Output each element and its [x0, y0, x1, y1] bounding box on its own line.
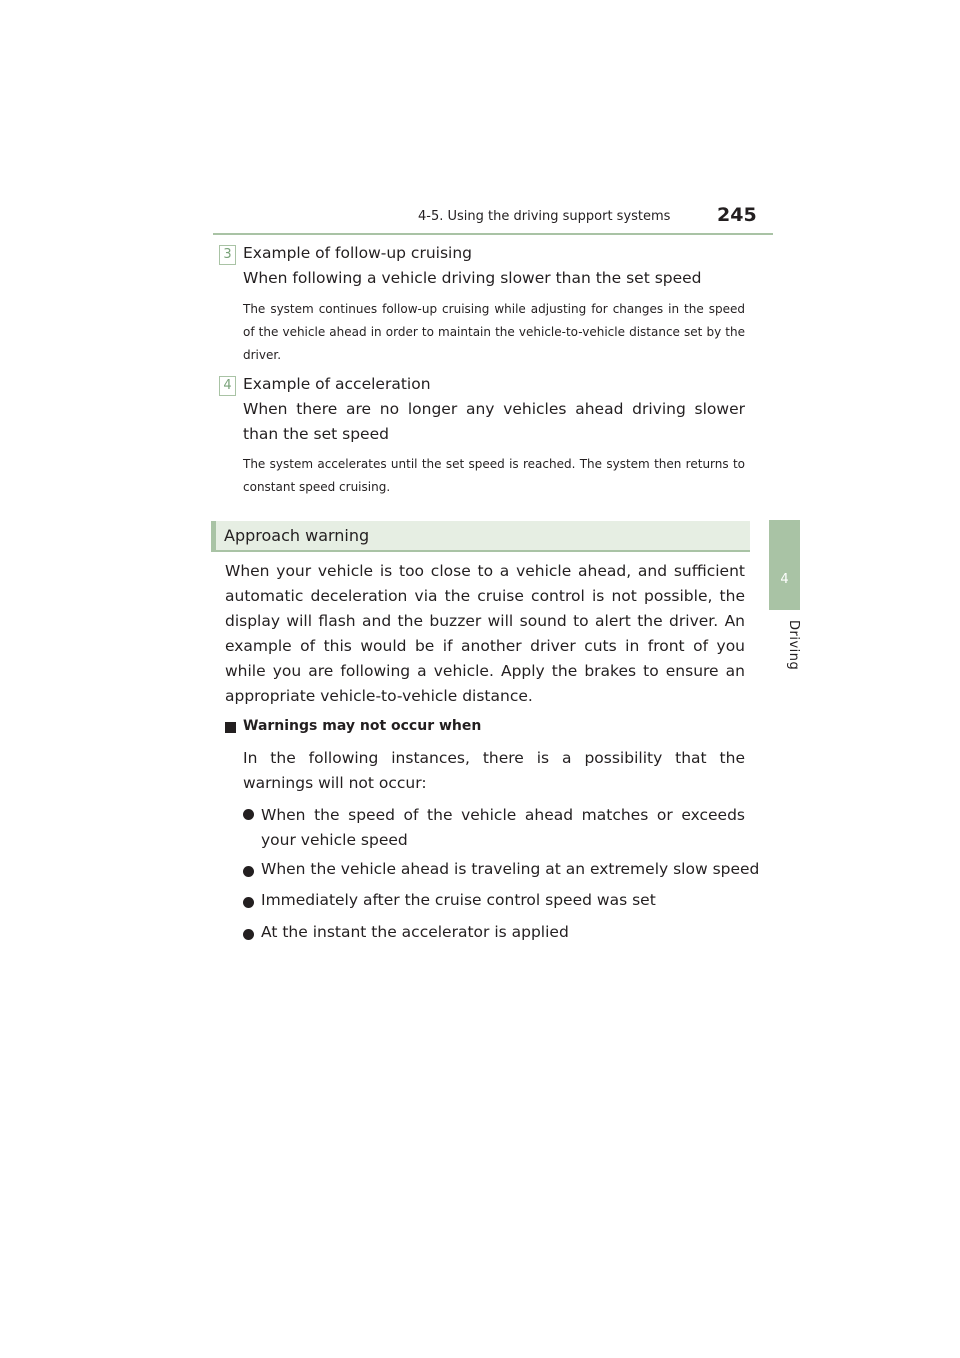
bullet-dot-icon	[243, 809, 254, 820]
chapter-number: 4	[780, 572, 789, 587]
bullet-dot-icon	[243, 866, 254, 877]
section-heading-accent	[211, 521, 216, 552]
page-number: 245	[717, 204, 757, 226]
item-subtitle: When there are no longer any vehicles ahead driving slower than the set speed	[243, 400, 745, 443]
item-number-badge: 4	[219, 376, 236, 396]
item-note: The system accelerates until the set speed is reached. The system then returns to constant speed cruising.	[243, 457, 745, 494]
header-divider	[213, 233, 773, 235]
list-item: At the instant the accelerator is applied	[261, 923, 569, 941]
chapter-tab	[769, 520, 800, 610]
section-heading: Approach warning	[224, 526, 370, 545]
item-subtitle: When following a vehicle driving slower than the set speed	[243, 269, 702, 287]
subsection-heading: Warnings may not occur when	[243, 718, 482, 734]
bullet-dot-icon	[243, 897, 254, 908]
item-number-badge: 3	[219, 245, 236, 265]
chapter-label: Driving	[786, 620, 801, 671]
item-note: The system continues follow-up cruising while adjusting for changes in the speed of the vehicle ahead in order to maintain the vehicle-to-vehicle distance set by the driver.	[243, 302, 745, 362]
warnings-intro: In the following instances, there is a possibility that the warnings will not occur:	[243, 749, 745, 792]
list-item: Immediately after the cruise control speed was set	[261, 891, 656, 909]
list-item: When the vehicle ahead is traveling at an extremely slow speed	[261, 860, 760, 878]
item-title: Example of acceleration	[243, 375, 431, 393]
square-bullet-icon	[225, 722, 236, 733]
bullet-dot-icon	[243, 929, 254, 940]
approach-warning-body: When your vehicle is too close to a vehicle ahead, and sufficient automatic deceleration via the cruise control is not possible, the display will flash and the buzzer will sound to alert the driver. An example of this would be if another driver cuts in front of you while you are following a vehicle. Apply the brakes to ensure an appropriate vehicle-to-vehicle distance.	[225, 562, 745, 705]
list-item: When the speed of the vehicle ahead matches or exceeds your vehicle speed	[261, 806, 745, 849]
item-title: Example of follow-up cruising	[243, 244, 473, 262]
section-header: 4-5. Using the driving support systems	[418, 209, 671, 224]
